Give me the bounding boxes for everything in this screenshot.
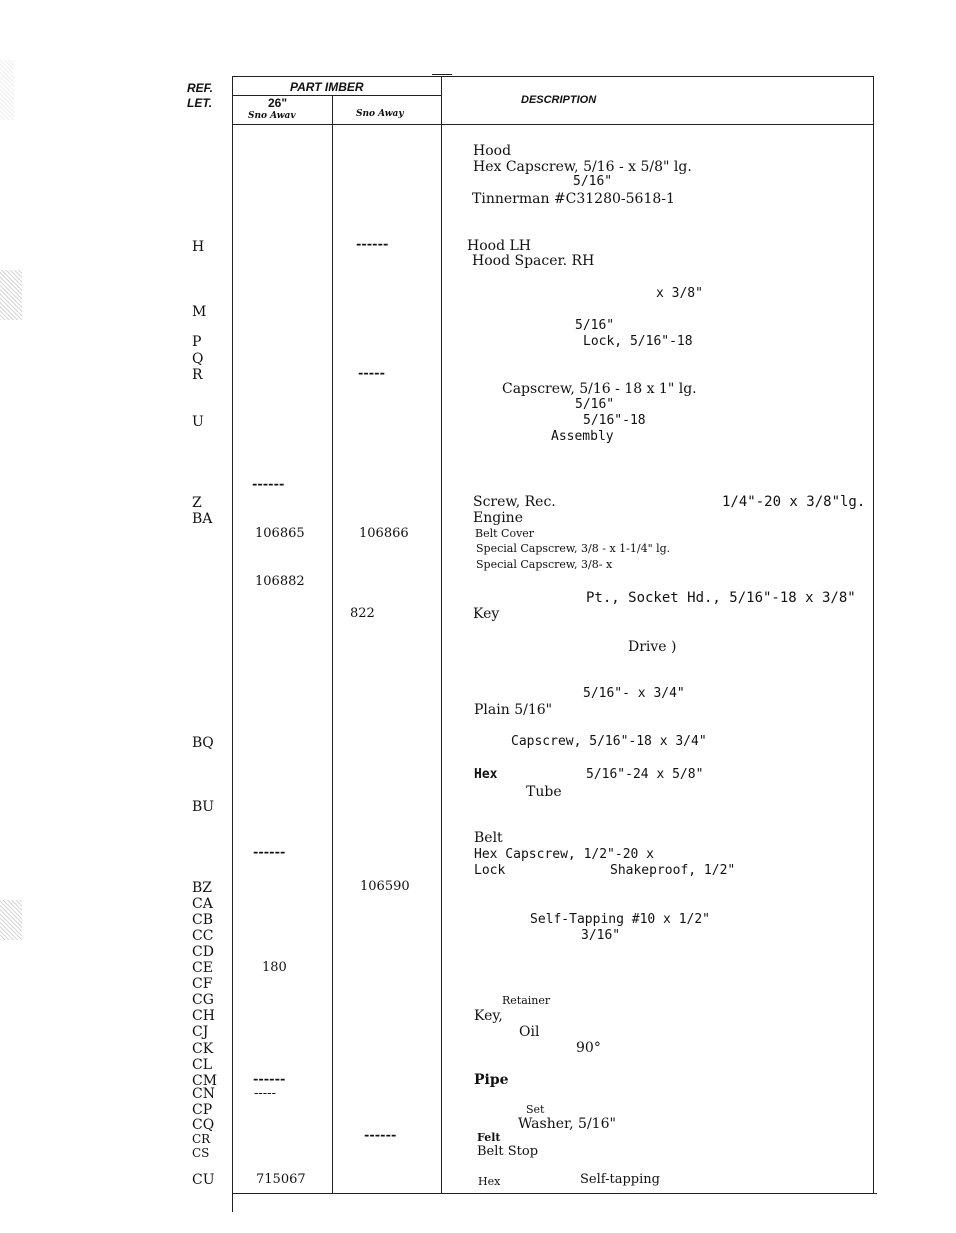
- part-number-sno: 106590: [360, 879, 410, 894]
- header-bottom-border: [232, 124, 874, 125]
- ref-letter: CC: [192, 928, 214, 944]
- description-text: Engine: [473, 510, 523, 526]
- description-text: Capscrew, 5/16"-18 x 3/4": [511, 734, 707, 749]
- part-number-sno: 822: [350, 606, 375, 621]
- table-top-border: [232, 76, 874, 77]
- ref-letter: BQ: [192, 735, 214, 751]
- part-number-header: PART IMBER: [290, 80, 364, 94]
- ref-letter: BZ: [192, 880, 213, 896]
- description-text: 90°: [576, 1040, 601, 1056]
- col-line-ref: [232, 76, 233, 1212]
- ref-letter: CF: [192, 976, 213, 992]
- description-text: Hex Capscrew, 1/2"-20 x: [474, 847, 655, 862]
- part-number-26: 106865: [255, 526, 305, 541]
- part-number-sno: -----: [358, 366, 385, 381]
- description-text: Oil: [519, 1024, 540, 1040]
- description-text: Belt: [474, 830, 503, 846]
- ref-letter: CH: [192, 1008, 215, 1024]
- ref-letter: CQ: [192, 1117, 215, 1133]
- ref-letter: BA: [192, 511, 213, 527]
- tick-mark: [432, 74, 452, 75]
- description-text: Hood: [473, 143, 512, 159]
- part-number-26: ------: [253, 1072, 286, 1087]
- part-number-26: -----: [254, 1086, 276, 1101]
- ref-letter: CA: [192, 896, 213, 912]
- ref-letter: CJ: [192, 1024, 209, 1040]
- col-line-right: [873, 76, 874, 1194]
- ref-letter: CP: [192, 1102, 213, 1118]
- part-number-sno: ------: [356, 237, 389, 252]
- description-text: x 3/8": [656, 286, 703, 301]
- part-number-26: ------: [253, 845, 286, 860]
- description-text: Self-Tapping #10 x 1/2": [530, 912, 711, 927]
- description-text: Self-tapping: [580, 1172, 660, 1187]
- description-text: Hood Spacer. RH: [472, 253, 595, 269]
- description-text: Special Capscrew, 3/8 - x 1-1/4" lg.: [476, 542, 671, 555]
- description-text: Key: [473, 606, 500, 622]
- description-text: Lock, 5/16"-18: [583, 334, 693, 349]
- table-bottom-border: [232, 1193, 877, 1194]
- col-26-subheader: Sno Awav: [248, 111, 296, 121]
- col-line-26: [332, 95, 333, 1193]
- ref-letter: CD: [192, 944, 214, 960]
- part-number-sno: 106866: [359, 526, 409, 541]
- description-text: 3/16": [581, 928, 621, 943]
- ref-letter: Z: [192, 495, 202, 511]
- description-text: 5/16": [575, 397, 615, 412]
- ref-letter: U: [192, 414, 204, 430]
- description-text: Drive ): [628, 639, 677, 655]
- description-text: Tube: [526, 784, 562, 800]
- ref-letter: Q: [192, 351, 204, 367]
- description-text: 5/16"-24 x 5/8": [586, 767, 704, 782]
- description-text: Tinnerman #C31280-5618-1: [472, 191, 675, 207]
- ref-letter: P: [192, 334, 202, 350]
- ref-letter: CL: [192, 1057, 213, 1073]
- ref-letter: CU: [192, 1172, 215, 1188]
- description-text: Pt., Socket Hd., 5/16"-18 x 3/8": [586, 590, 856, 606]
- description-text: 5/16"- x 3/4": [583, 686, 685, 701]
- part-number-26: ------: [252, 477, 285, 492]
- ref-letter: CK: [192, 1041, 214, 1057]
- description-text: Hex: [474, 767, 498, 782]
- description-text: Belt Cover: [475, 527, 535, 540]
- scan-artifact: [0, 900, 22, 940]
- col-line-desc: [441, 76, 442, 1194]
- description-text: Felt: [477, 1131, 501, 1144]
- description-text: Retainer: [502, 994, 551, 1007]
- scan-artifact: [0, 270, 22, 320]
- ref-letter: R: [192, 367, 203, 383]
- description-text: Assembly: [551, 429, 614, 444]
- description-text: Plain 5/16": [474, 702, 553, 718]
- part-number-sno: ------: [364, 1128, 397, 1143]
- ref-let-header: REF.: [187, 81, 214, 95]
- description-text: 5/16": [575, 318, 615, 333]
- ref-letter: CB: [192, 912, 213, 928]
- description-text: Special Capscrew, 3/8- x: [476, 558, 613, 571]
- ref-letter: CM: [192, 1073, 218, 1089]
- description-text: Screw, Rec.: [473, 494, 556, 510]
- scan-artifact: [0, 60, 14, 120]
- ref-letter: CS: [192, 1146, 210, 1160]
- description-text: Hood LH: [467, 238, 531, 254]
- col-26-header: 26": [268, 96, 288, 110]
- ref-letter: BU: [192, 799, 215, 815]
- description-text: Shakeproof, 1/2": [610, 863, 736, 878]
- part-number-26: 180: [262, 960, 287, 975]
- description-text: Set: [526, 1103, 545, 1116]
- part-number-26: 715067: [256, 1172, 306, 1187]
- col-sno-header: Sno Away: [356, 109, 404, 119]
- description-text: Hex Capscrew, 5/16 - x 5/8" lg.: [473, 159, 692, 175]
- description-text: Capscrew, 5/16 - 18 x 1" lg.: [502, 381, 697, 397]
- description-text: Belt Stop: [477, 1144, 539, 1159]
- ref-let-header: LET.: [187, 96, 213, 110]
- ref-letter: CN: [192, 1086, 215, 1102]
- description-text: Pipe: [474, 1072, 509, 1088]
- description-text: Lock: [474, 863, 506, 878]
- header-divider-left: [232, 95, 442, 96]
- description-header: DESCRIPTION: [521, 94, 597, 106]
- part-number-26: 106882: [255, 574, 305, 589]
- ref-letter: CG: [192, 992, 214, 1008]
- description-text: 1/4"-20 x 3/8"lg.: [722, 494, 866, 510]
- description-text: Key,: [474, 1008, 503, 1024]
- description-text: Hex: [478, 1175, 501, 1188]
- description-text: 5/16"-18: [583, 413, 646, 428]
- ref-letter: CE: [192, 960, 213, 976]
- description-text: 5/16": [573, 174, 613, 189]
- description-text: Washer, 5/16": [518, 1116, 616, 1132]
- ref-letter: M: [192, 304, 207, 320]
- ref-letter: CR: [192, 1132, 211, 1146]
- ref-letter: H: [192, 239, 205, 255]
